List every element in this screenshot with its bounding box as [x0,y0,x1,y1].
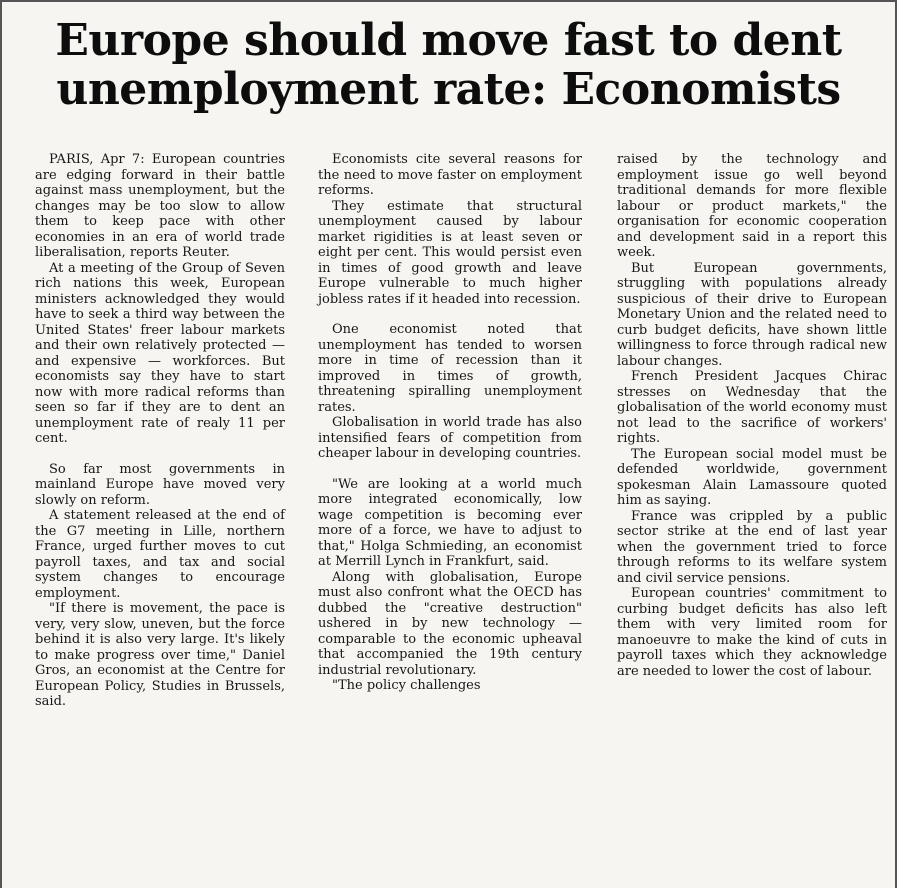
column-3 [617,152,887,679]
paragraph: So far most governments in mainland Europe have moved very slowly on reform. [35,461,285,508]
paragraph: Economists cite several reasons for the need to move faster on employment reforms. [318,152,582,198]
paragraph: They estimate that structural unemployment caused by labour market rigidities is at least seven or eight per cent. This would persist even in times of good growth and leave Europe vulnerable to much higher jobless rates if it headed into recession. [318,198,582,307]
column-1 [35,152,285,710]
paragraph: One economist noted that unemployment has tended to worsen more in time of recession than it improved in times of growth, threatening spiralling unemployment rates. [318,322,582,415]
paragraph: "We are looking at a world much more integrated economically, low wage competition is becoming ever more of a force, we have to adjust to that," Holga Schmieding, an economist at Merrill Lynch in Frankfurt, said. [318,476,582,569]
article-body [2,152,895,888]
paragraph: France was crippled by a public sector strike at the end of last year when the government tried to force through reforms to its welfare system and civil service pensions. [617,508,887,586]
paragraph: The European social model must be defended worldwide, government spokesman Alain Lamassoure quoted him as saying. [617,446,887,508]
paragraph: At a meeting of the Group of Seven rich nations this week, European ministers acknowledged they would have to seek a third way between the United States' freer labour markets and their own relatively protected — and expensive — workforces. But economists say they have to start now with more radical reforms than seen so far if they are to dent an unemployment rate of realy 11 per cent. [35,260,285,446]
paragraph: But European governments, struggling with populations already suspicious of their drive to European Monetary Union and the related need to curb budget deficits, have shown little willingness to force through radical new labour changes. [617,260,887,369]
column-2 [318,152,582,694]
paragraph: Along with globalisation, Europe must also confront what the OECD has dubbed the "creative destruction" ushered in by new technology — comparable to the economic upheaval that accompanied the 19th century industrial revolutionary. [318,569,582,678]
paragraph: European countries' commitment to curbing budget deficits has also left them with very limited room for manoeuvre to make the kind of cuts in payroll taxes which they acknowledge are needed to lower the cost of labour. [617,586,887,679]
paragraph: raised by the technology and employment issue go well beyond traditional demands for more flexible labour or product markets," the organisation for economic cooperation and development said in a report this week. [617,152,887,260]
paragraph: "If there is movement, the pace is very, very slow, uneven, but the force behind it is also very large. It's likely to make progress over time," Daniel Gros, an economist at the Centre for European Policy, Studies in Brussels, said. [35,601,285,709]
headline: Europe should move fast to dent unemployment rate: Economists [55,15,842,115]
paragraph: "The policy challenges [332,678,481,693]
paragraph: French President Jacques Chirac stresses on Wednesday that the globalisation of the world economy must not lead to the sacrifice of workers' rights. [617,369,887,446]
paragraph: Globalisation in world trade has also intensified fears of competition from cheaper labour in developing countries. [318,415,582,461]
paragraph: A statement released at the end of the G7 meeting in Lille, northern France, urged further moves to cut payroll taxes, and tax and social system changes to encourage employment. [35,508,285,601]
paragraph: PARIS, Apr 7: European countries are edging forward in their battle against mass unemployment, but the changes may be too slow to allow them to keep pace with other economies in an era of world trade liberalisation, reports Reuter. [35,152,285,260]
